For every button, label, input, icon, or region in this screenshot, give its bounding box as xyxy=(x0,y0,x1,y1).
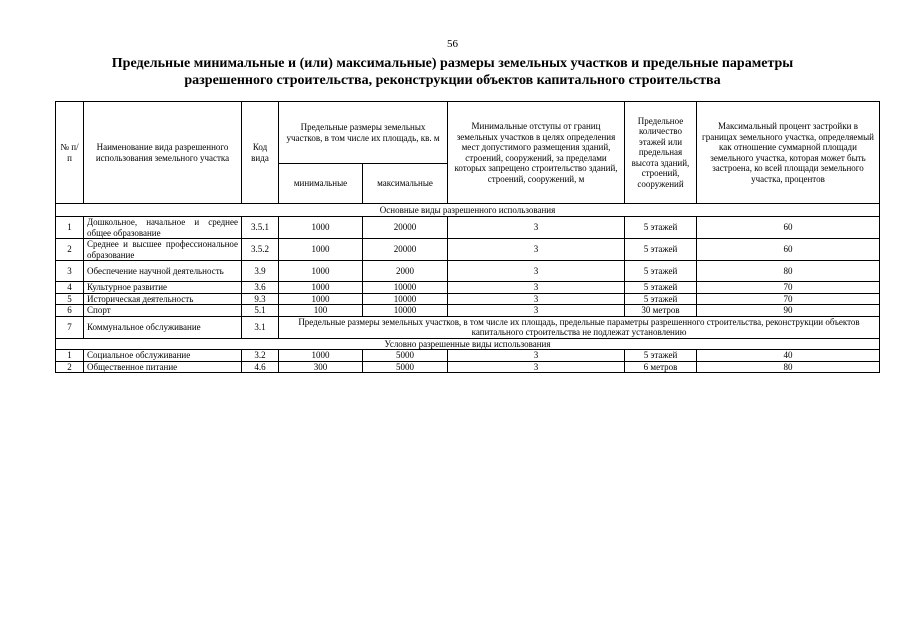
cell-setback: 3 xyxy=(448,361,625,373)
cell-num: 1 xyxy=(56,217,84,239)
header-setback: Минимальные отступы от границ земельных участков в целях определения мест допустимого размещения зданий, строений, сооружений, за пределами которых запрещено строительство зданий, строений, сооружений, м xyxy=(448,102,625,204)
cell-coverage: 70 xyxy=(697,282,880,294)
cell-name: Культурное развитие xyxy=(84,282,242,294)
table-row xyxy=(56,261,880,282)
cell-max: 5000 xyxy=(363,361,448,373)
cell-setback: 3 xyxy=(448,293,625,305)
cell-setback: 3 xyxy=(448,239,625,261)
cell-code: 3.1 xyxy=(242,316,279,338)
cell-name: Социальное обслуживание xyxy=(84,350,242,362)
cell-min: 1000 xyxy=(279,282,363,294)
cell-num: 2 xyxy=(56,361,84,373)
header-min: минимальные xyxy=(279,164,363,204)
cell-code: 3.5.1 xyxy=(242,217,279,239)
title-line-1: Предельные минимальные и (или) максимальные) размеры земельных участков и предельные параметры xyxy=(111,56,794,71)
cell-code: 5.1 xyxy=(242,305,279,317)
land-use-parameters-table xyxy=(55,101,880,373)
header-sizes: Предельные размеры земельных участков, в том числе их площадь, кв. м xyxy=(279,102,448,164)
cell-coverage: 60 xyxy=(697,239,880,261)
cell-max: 10000 xyxy=(363,282,448,294)
cell-floors: 30 метров xyxy=(625,305,697,317)
cell-code: 4.6 xyxy=(242,361,279,373)
cell-code: 3.2 xyxy=(242,350,279,362)
cell-name: Коммунальное обслуживание xyxy=(84,316,242,338)
cell-coverage: 40 xyxy=(697,350,880,362)
table-row xyxy=(56,361,880,373)
cell-num: 6 xyxy=(56,305,84,317)
cell-floors: 6 метров xyxy=(625,361,697,373)
cell-setback: 3 xyxy=(448,350,625,362)
cell-floors: 5 этажей xyxy=(625,261,697,282)
cell-num: 2 xyxy=(56,239,84,261)
header-code: Код вида xyxy=(242,102,279,204)
document-title xyxy=(60,55,845,89)
title-line-2: разрешенного строительства, реконструкции объектов капитального строительства xyxy=(184,73,721,88)
section-main-row xyxy=(56,204,880,217)
cell-max: 10000 xyxy=(363,305,448,317)
table-row xyxy=(56,305,880,317)
cell-name: Среднее и высшее профессиональное образование xyxy=(84,239,242,261)
table-row xyxy=(56,350,880,362)
cell-name: Общественное питание xyxy=(84,361,242,373)
cell-setback: 3 xyxy=(448,282,625,294)
table-row xyxy=(56,316,880,338)
cell-code: 3.6 xyxy=(242,282,279,294)
section-main-title: Основные виды разрешенного использования xyxy=(56,204,880,217)
cell-floors: 5 этажей xyxy=(625,217,697,239)
cell-min: 300 xyxy=(279,361,363,373)
cell-name: Спорт xyxy=(84,305,242,317)
cell-min: 100 xyxy=(279,305,363,317)
table-row xyxy=(56,239,880,261)
cell-coverage: 80 xyxy=(697,261,880,282)
cell-setback: 3 xyxy=(448,217,625,239)
header-max: максимальные xyxy=(363,164,448,204)
cell-max: 20000 xyxy=(363,217,448,239)
cell-max: 20000 xyxy=(363,239,448,261)
cell-name: Дошкольное, начальное и среднее общее образование xyxy=(84,217,242,239)
table-row xyxy=(56,282,880,294)
cell-code: 9.3 xyxy=(242,293,279,305)
header-row-1 xyxy=(56,102,880,164)
cell-coverage: 80 xyxy=(697,361,880,373)
cell-min: 1000 xyxy=(279,293,363,305)
cell-min: 1000 xyxy=(279,217,363,239)
cell-name: Обеспечение научной деятельность xyxy=(84,261,242,282)
cell-num: 3 xyxy=(56,261,84,282)
cell-num: 5 xyxy=(56,293,84,305)
cell-min: 1000 xyxy=(279,350,363,362)
cell-setback: 3 xyxy=(448,305,625,317)
cell-floors: 5 этажей xyxy=(625,350,697,362)
cell-floors: 5 этажей xyxy=(625,282,697,294)
cell-code: 3.9 xyxy=(242,261,279,282)
cell-min: 1000 xyxy=(279,261,363,282)
header-floors: Предельное количество этажей или предельная высота зданий, строений, сооружений xyxy=(625,102,697,204)
header-coverage: Максимальный процент застройки в границах земельного участка, определяемый как отношение суммарной площади земельного участка, которая может быть застроена, ко всей площади земельного участка, процентов xyxy=(697,102,880,204)
cell-max: 5000 xyxy=(363,350,448,362)
cell-floors: 5 этажей xyxy=(625,239,697,261)
cell-min: 1000 xyxy=(279,239,363,261)
section-conditional-title: Условно разрешенные виды использования xyxy=(56,338,880,350)
header-name: Наименование вида разрешенного использования земельного участка xyxy=(84,102,242,204)
cell-coverage: 60 xyxy=(697,217,880,239)
cell-num: 7 xyxy=(56,316,84,338)
table-row xyxy=(56,217,880,239)
cell-note: Предельные размеры земельных участков, в том числе их площадь, предельные параметры разрешенного строительства, реконструкции объектов капитального строительства не подлежат установлению xyxy=(279,316,880,338)
cell-num: 4 xyxy=(56,282,84,294)
cell-num: 1 xyxy=(56,350,84,362)
cell-setback: 3 xyxy=(448,261,625,282)
cell-code: 3.5.2 xyxy=(242,239,279,261)
cell-floors: 5 этажей xyxy=(625,293,697,305)
cell-max: 2000 xyxy=(363,261,448,282)
header-num: № п/п xyxy=(56,102,84,204)
page-number: 56 xyxy=(447,38,458,50)
cell-coverage: 90 xyxy=(697,305,880,317)
cell-name: Историческая деятельность xyxy=(84,293,242,305)
section-conditional-row xyxy=(56,338,880,350)
table-row xyxy=(56,293,880,305)
cell-max: 10000 xyxy=(363,293,448,305)
cell-coverage: 70 xyxy=(697,293,880,305)
